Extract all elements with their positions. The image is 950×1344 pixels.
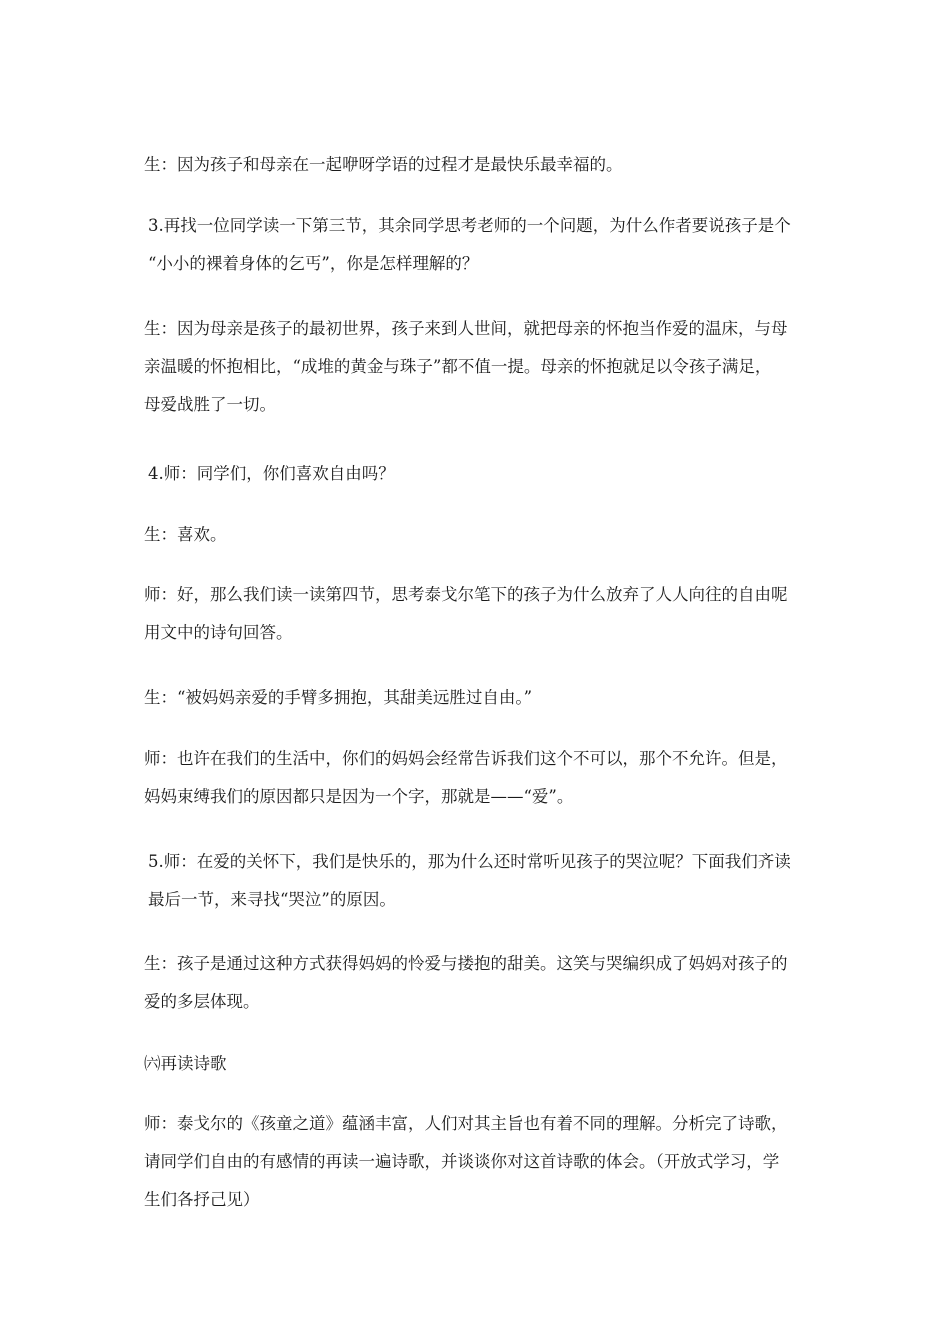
text-line: “小小的裸着身体的乞丐”，你是怎样理解的？ xyxy=(148,254,479,273)
paragraph-student-answer-1 xyxy=(144,146,812,184)
text-line: 用文中的诗句回答。 xyxy=(144,623,293,642)
text-line: 师：也许在我们的生活中，你们的妈妈会经常告诉我们这个不可以，那个不允许。但是， xyxy=(144,749,788,768)
text-line: 生：因为母亲是孩子的最初世界，孩子来到人世间，就把母亲的怀抱当作爱的温床，与母 xyxy=(144,319,788,338)
text-line: 生们各抒己见） xyxy=(144,1190,260,1209)
text-line: 4.师：同学们，你们喜欢自由吗？ xyxy=(148,464,395,483)
paragraph-student-answer-4 xyxy=(144,679,812,717)
text-line: 亲温暖的怀抱相比，“成堆的黄金与珠子”都不值一提。母亲的怀抱就足以令孩子满足， xyxy=(144,357,772,376)
paragraph-student-answer-2 xyxy=(144,310,812,424)
paragraph-question-3 xyxy=(144,207,816,283)
paragraph-question-4 xyxy=(144,455,816,493)
text-line: 生：“被妈妈亲爱的手臂多拥抱，其甜美远胜过自由。” xyxy=(144,688,533,707)
text-line: 5.师：在爱的关怀下，我们是快乐的，那为什么还时常听见孩子的哭泣呢？下面我们齐读 xyxy=(148,852,791,871)
text-line: 生：因为孩子和母亲在一起咿呀学语的过程才是最快乐最幸福的。 xyxy=(144,155,623,174)
paragraph-teacher-prompt-1 xyxy=(144,576,812,652)
text-line: ㈥再读诗歌 xyxy=(144,1054,227,1073)
text-line: 师：泰戈尔的《孩童之道》蕴涵丰富，人们对其主旨也有着不同的理解。分析完了诗歌， xyxy=(144,1114,788,1133)
paragraph-student-answer-5 xyxy=(144,945,812,1021)
text-line: 爱的多层体现。 xyxy=(144,992,260,1011)
text-line: 生：孩子是通过这种方式获得妈妈的怜爱与搂抱的甜美。这笑与哭编织成了妈妈对孩子的 xyxy=(144,954,788,973)
text-line: 请同学们自由的有感情的再读一遍诗歌，并谈谈你对这首诗歌的体会。（开放式学习，学 xyxy=(144,1152,780,1171)
text-line: 师：好，那么我们读一读第四节，思考泰戈尔笔下的孩子为什么放弃了人人向往的自由呢 xyxy=(144,585,788,604)
text-line: 生：喜欢。 xyxy=(144,525,227,544)
paragraph-teacher-comment xyxy=(144,740,812,816)
text-line: 3.再找一位同学读一下第三节，其余同学思考老师的一个问题，为什么作者要说孩子是个 xyxy=(148,216,791,235)
text-line: 最后一节，来寻找“哭泣”的原因。 xyxy=(148,890,396,909)
section-heading-reread xyxy=(144,1045,812,1083)
paragraph-teacher-prompt-2 xyxy=(144,1105,812,1219)
text-line: 妈妈束缚我们的原因都只是因为一个字，那就是——“爱”。 xyxy=(144,787,574,806)
paragraph-question-5 xyxy=(144,843,816,919)
text-line: 母爱战胜了一切。 xyxy=(144,395,276,414)
paragraph-student-answer-3 xyxy=(144,516,812,554)
